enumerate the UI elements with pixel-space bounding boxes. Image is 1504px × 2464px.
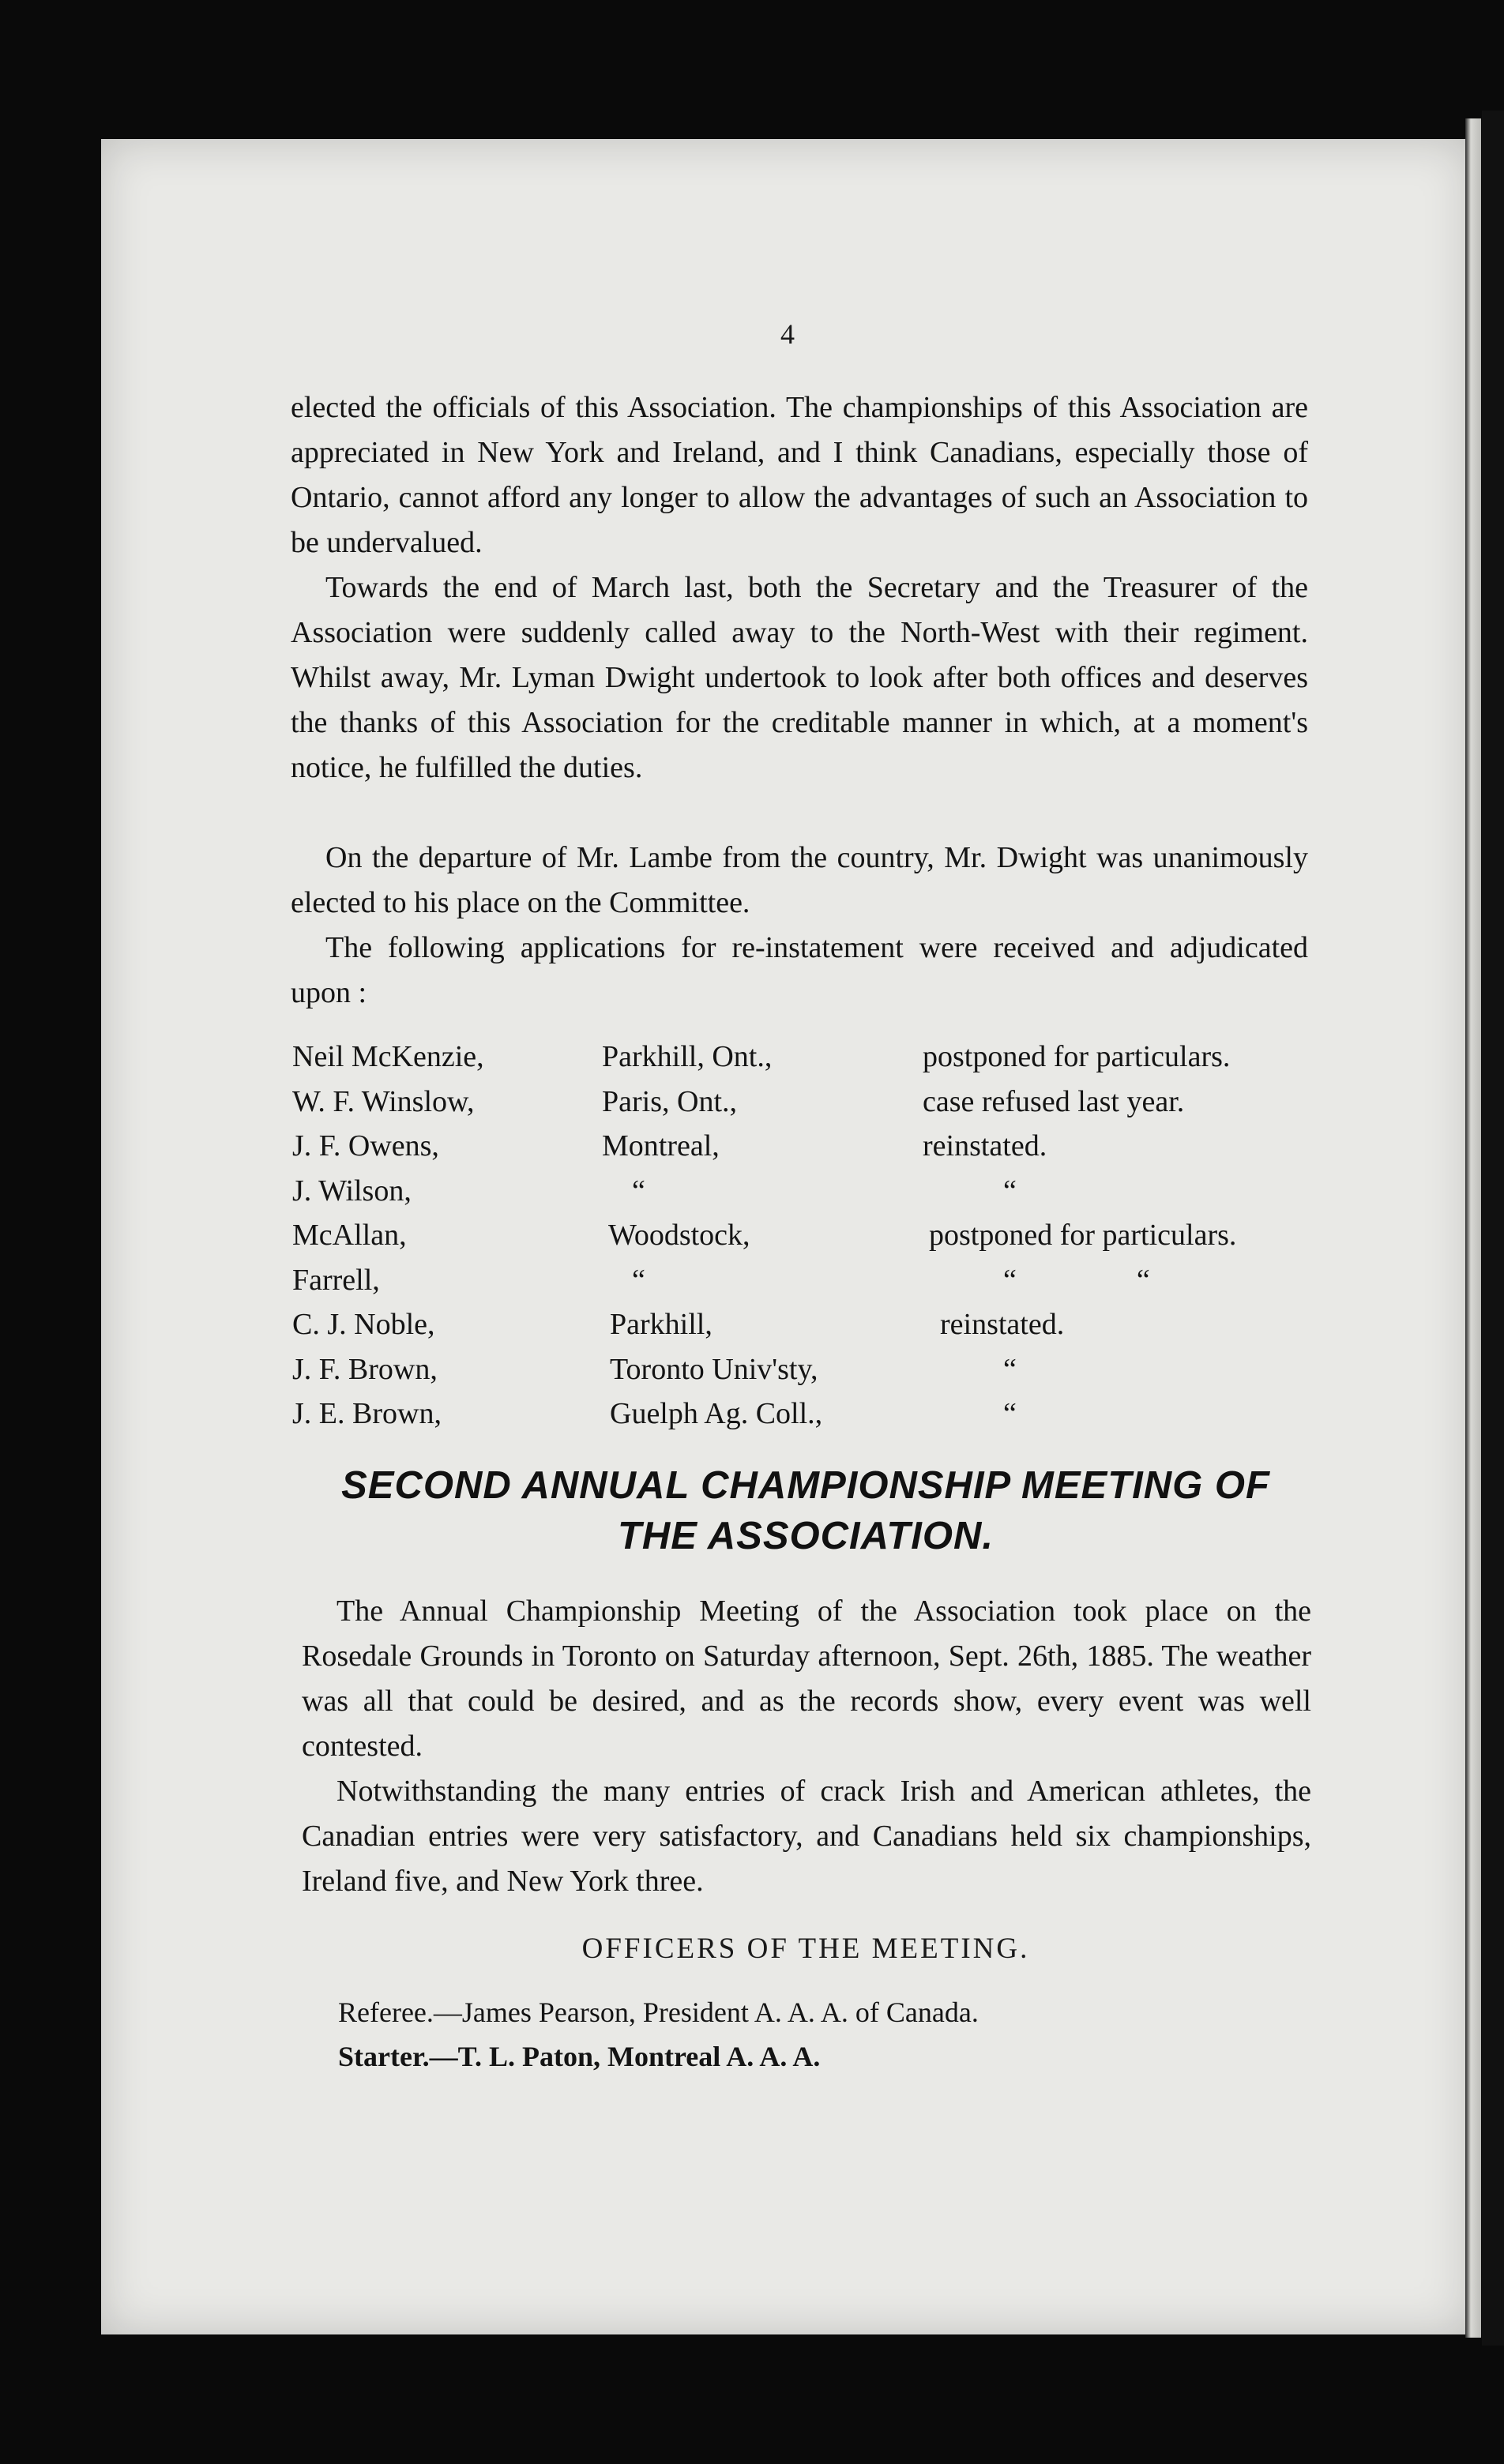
officer-role: Starter. xyxy=(338,2041,430,2072)
table-row xyxy=(292,1124,1319,1169)
applicant-place: “ xyxy=(632,1174,645,1208)
applicant-name: C. J. Noble, xyxy=(292,1308,435,1341)
application-result: “ xyxy=(1003,1174,1017,1208)
officers-heading: OFFICERS OF THE MEETING. xyxy=(581,1933,1030,1965)
paragraph-secretary: Towards the end of March last, both the Secretary and the Treasurer of the Association were suddenly called away to the North-West with their regiment. Whilst away, Mr. Lyman Dwight undertook to look after both offices and deserves the thanks of this Association for the creditable manner in which, at a moment's notice, he fulfilled the duties. xyxy=(291,571,1308,784)
table-row xyxy=(292,1258,1319,1303)
applicant-place: Guelph Ag. Coll., xyxy=(610,1397,823,1430)
application-result: “ “ xyxy=(1003,1263,1150,1297)
applicant-name: Neil McKenzie, xyxy=(292,1040,484,1073)
section-heading-line2: THE ASSOCIATION. xyxy=(617,1515,995,1557)
applicant-name: W. F. Winslow, xyxy=(292,1084,475,1118)
application-result: reinstated. xyxy=(923,1129,1047,1163)
table-row xyxy=(292,1035,1319,1080)
table-row xyxy=(292,1392,1319,1437)
applicant-place: Parkhill, xyxy=(610,1308,713,1341)
applicant-place: Montreal, xyxy=(602,1129,720,1163)
paragraph-entries: Notwithstanding the many entries of crack Irish and American athletes, the Canadian entries were very satisfactory, and Canadians held six championships, Ireland five, and New York three. xyxy=(302,1775,1311,1898)
officer-starter xyxy=(338,2034,820,2079)
paragraph-departure: On the departure of Mr. Lambe from the country, Mr. Dwight was unanimously elected to his place on the Committee. xyxy=(291,841,1308,919)
table-row xyxy=(292,1169,1319,1214)
paragraph-intro: elected the officials of this Association. The championships of this Association are appreciated in New York and Ireland, and I think Canadians, especially those of Ontario, cannot afford any longer to allow the advantages of such an Association to be undervalued. xyxy=(291,391,1308,559)
officer-detail: —James Pearson, President A. A. A. of Canada. xyxy=(433,1996,979,2028)
applications-table xyxy=(292,1035,1319,1437)
officer-role: Referee. xyxy=(338,1996,434,2028)
application-result: “ xyxy=(1003,1397,1017,1430)
officer-detail: —T. L. Paton, Montreal A. A. A. xyxy=(429,2041,821,2072)
applicant-name: J. F. Owens, xyxy=(292,1129,439,1163)
application-result: postponed for particulars. xyxy=(929,1219,1237,1252)
applicant-place: Woodstock, xyxy=(608,1219,750,1252)
application-result: reinstated. xyxy=(940,1308,1065,1341)
application-result: “ xyxy=(1003,1352,1017,1386)
page-edge xyxy=(1465,118,1481,2338)
table-row xyxy=(292,1347,1319,1392)
section-heading-line1: SECOND ANNUAL CHAMPIONSHIP MEETING OF xyxy=(341,1464,1270,1507)
applicant-place: Paris, Ont., xyxy=(602,1084,737,1118)
paragraph-meeting: The Annual Championship Meeting of the Association took place on the Rosedale Grounds in Toronto on Saturday afternoon, Sept. 26th, 1885. The weather was all that could be desired, and as the records show, every event was well contested. xyxy=(302,1594,1311,1763)
applicant-name: J. F. Brown, xyxy=(292,1352,438,1386)
table-row xyxy=(292,1080,1319,1125)
applicant-place: Parkhill, Ont., xyxy=(602,1040,773,1073)
applicant-name: Farrell, xyxy=(292,1263,380,1297)
application-result: case refused last year. xyxy=(923,1084,1185,1118)
applicant-name: J. Wilson, xyxy=(292,1174,412,1208)
officer-referee xyxy=(338,1990,979,2034)
paragraph-applications: The following applications for re-instatement were received and adjudicated upon : xyxy=(291,931,1308,1009)
applicant-name: McAllan, xyxy=(292,1219,407,1252)
applicant-place: Toronto Univ'sty, xyxy=(610,1352,818,1386)
application-result: postponed for particulars. xyxy=(923,1040,1231,1073)
scan-border xyxy=(1482,111,1504,2346)
applicant-name: J. E. Brown, xyxy=(292,1397,442,1430)
applicant-place: “ xyxy=(632,1263,645,1297)
table-row xyxy=(292,1213,1319,1258)
page-number: 4 xyxy=(780,318,795,350)
table-row xyxy=(292,1302,1319,1347)
